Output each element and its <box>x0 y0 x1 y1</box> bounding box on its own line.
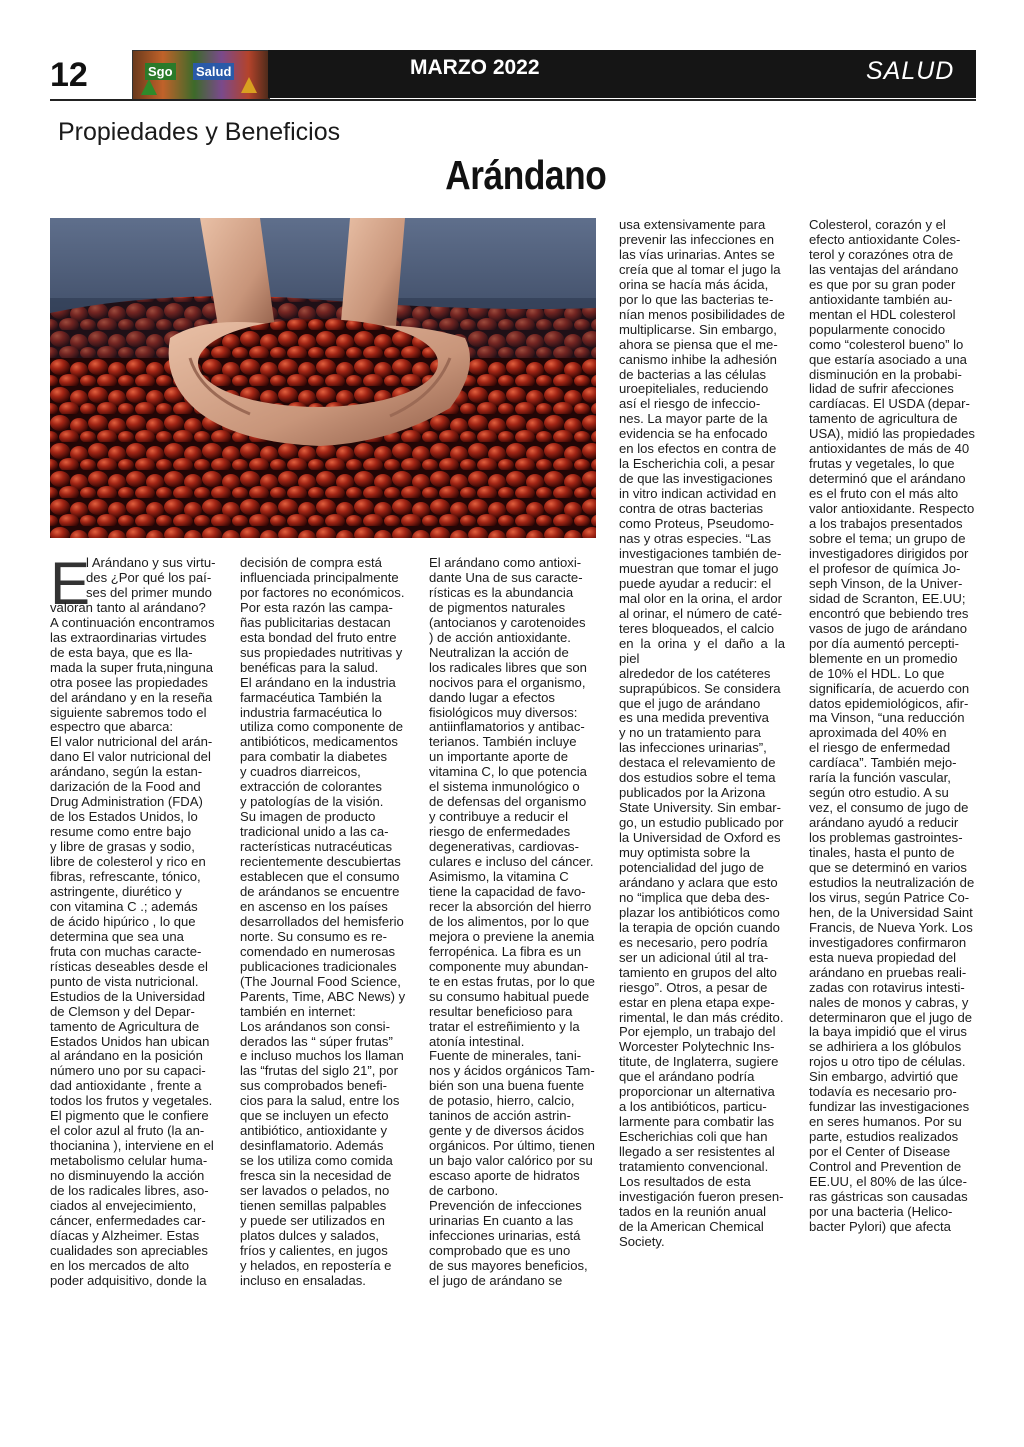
column-1-line: y libre de grasas y sodio, <box>50 839 195 855</box>
column-1-line: rísticas deseables desde el <box>50 958 208 974</box>
column-1-line: poder adquisitivo, donde la <box>50 1272 207 1288</box>
column-1-line: cualidades son apreciables <box>50 1242 208 1258</box>
drop-cap: E <box>50 550 91 617</box>
column-1-line: en los mercados de alto <box>50 1257 190 1273</box>
column-1-line: arándano, según la estan- <box>50 764 203 780</box>
column-1-line: díacas y Alzheimer. Estas <box>50 1227 200 1243</box>
column-1-line: del arándano y en la reseña <box>50 689 213 705</box>
column-1-line: cáncer, enfermedades car- <box>50 1212 206 1228</box>
column-1-line: número uno por su capaci- <box>50 1063 206 1079</box>
column-1-line: fibras, refrescante, tónico, <box>50 869 201 885</box>
column-1-line: ses del primer mundo <box>86 584 212 600</box>
column-1-line: des ¿Por qué los paí- <box>86 569 212 585</box>
issue-date: MARZO 2022 <box>410 56 540 79</box>
column-2-text: decisión de compra está influenciada principalmente por factores no económicos. Por esta razón las campa- ñas publicitarias destacan esta bondad del fruto entre sus propiedades nutritivas y benéficas para la salud. El arándano en la industria farmacéutica También la industria farmacéutica lo utiliza como componente de antibióticos, medicamentos para combatir la diabetes y cuadros diarreicos, extracción de colorantes y patologías de la visión. Su imagen de producto tradicional unido a las ca- racterísticas nutracéuticas recientemente descubiertas establecen que el consumo de arándanos se encuentre en ascenso en los países desarrollados del hemisferio norte. Su consumo es re- comendado en numerosas publicaciones tradicionales (The Journal Food Science, Parents, Time, ABC News) y también en internet: Los arándanos son consi- derados las “ súper frutas” e incluso muchos los llaman las “frutas del siglo 21”, por sus comprobados benefi- cios para la salud, entre los que se incluyen un efecto antibiótico, antioxidante y desinflamatorio. Además se los utiliza como comida fresca sin la necesidad de ser lavados o pelados, no tienen semillas palpables y puede ser utilizados en platos dulces y salados, fríos y calientes, en jugos y helados, en repostería e incluso en ensaladas. <box>240 555 406 1288</box>
column-1-line: El pigmento que le confiere <box>50 1108 209 1124</box>
column-1-line: tamento de Agricultura de <box>50 1018 200 1034</box>
article-column-4 <box>619 218 785 1398</box>
magazine-logo <box>132 50 270 100</box>
column-1-line: darización de la Food and <box>50 779 201 795</box>
article-title: Arándano <box>445 152 607 198</box>
column-1-line: no disminuyendo la acción <box>50 1168 205 1184</box>
column-1-text <box>50 550 216 1289</box>
column-5-text: Colesterol, corazón y el efecto antioxidante Coles- terol y corazónes otra de las ventajas del arándano es que por su gran poder antioxidante también au- mentan el HDL colesterol popularmente conocido como “colesterol bueno” lo que estaría asociado a una disminución en la probabi- lidad de sufrir afecciones cardíacas. El USDA (depar- tamento de agricultura de USA), midió las propiedades antioxidantes de más de 40 frutas y vegetales, lo que determinó que el arándano es el fruto con el más alto valor antioxidante. Respecto a los trabajos presentados sobre el tema; un grupo de investigadores dirigidos por el profesor de química Jo- seph Vinson, de la Univer- sidad de Scranton, EE.UU; encontró que bebiendo tres vasos de jugo de arándano por día aumentó percepti- blemente en un promedio de 10% el HDL. Lo que significaría, de acuerdo con datos epidemiológicos, afir- ma Vinson, “una reducción aproximada del 40% en el riesgo de enfermedad cardíaca”. También mejo- raría la función vascular, según otro estudio. A su vez, el consumo de jugo de arándano ayudó a reducir los problemas gastrointes- tinales, hasta el punto de que se determinó en varios estudios la neutralización de los virus, según Patrice Co- hen, de la Universidad Saint Francis, de Nueva York. Los investigadores confirmaron esta nueva propiedad del arándano en pruebas reali- zadas con rotavirus intesti- nales de monos y cabras, y determinaron que el jugo de la baya impidió que el virus se adhiriera a los glóbulos rojos u otro tipo de células. Sin embargo, advirtió que todavía es necesario pro- fundizar las investigaciones en seres humanos. Por su parte, estudios realizados por el Center of Disease Control and Prevention de EE.UU, el 80% de las úlce- ras gástricas son causadas por una bacteria (Helico- bacter Pylori) que afecta <box>809 217 975 1234</box>
column-1-line: punto de vista nutricional. <box>50 973 199 989</box>
article-column-2 <box>240 556 406 1396</box>
column-1-line: determina que sea una <box>50 928 184 944</box>
column-1-line: mada la super fruta,ninguna <box>50 659 214 675</box>
article-column-5 <box>809 218 975 1408</box>
column-1-line: thocianina ), interviene en el <box>50 1138 214 1154</box>
column-1-line: el color azul al fruto (la an- <box>50 1123 205 1139</box>
column-1-line: El valor nutricional del arán- <box>50 734 213 750</box>
column-1-line: de los Estados Unidos, lo <box>50 809 198 825</box>
column-1-line: siguiente sabremos todo el <box>50 704 207 720</box>
column-1-line: al arándano en la posición <box>50 1048 203 1064</box>
column-1-line: astringente, diurético y <box>50 883 182 899</box>
column-1-line: Estudios de la Universidad <box>50 988 206 1004</box>
logo-word-salud: Salud <box>193 63 234 80</box>
column-1-line: espectro que abarca: <box>50 719 174 735</box>
column-1-line: valoran tanto al arándano? <box>50 599 206 615</box>
column-1-line: de esta baya, que es lla- <box>50 644 193 660</box>
column-4-text: usa extensivamente para prevenir las infecciones en las vías urinarias. Antes se creía que al tomar el jugo la orina se hacía más ácida, por lo que las bacterias te- nían menos posibilidades de multiplicarse. Sin embargo, ahora se piensa que el me- canismo inhibe la adhesión de bacterias a las células uroepiteliales, reduciendo así el riesgo de infeccio- nes. La mayor parte de la evidencia se ha enfocado en los efectos en contra de la Escherichia coli, a pesar de que las investigaciones in vitro indican actividad en contra de otras bacterias como Proteus, Pseudomo- nas y otras especies. “Las investigaciones también de- muestran que tomar el jugo puede ayudar a reducir: el mal olor en la orina, el ardor al orinar, el número de caté- teres bloqueados, el calcio en la orina y el daño a la piel alrededor de los catéteres suprapúbicos. Se considera que el jugo de arándano es una medida preventiva y no un tratamiento para las infecciones urinarias”, destaca el relevamiento de dos estudios sobre el tema publicados por la Arizona State University. Sin embar- go, un estudio publicado por la Universidad de Oxford es muy optimista sobre la potencialidad del jugo de arándano y aclara que esto no “implica que deba des- plazar los antibióticos como la terapia de opción cuando es necesario, pero podría ser un adicional útil al tra- tamiento en grupos del alto riesgo”. Otros, a pesar de estar en plena etapa expe- rimental, le dan más crédito. Por ejemplo, un trabajo del Worcester Polytechnic Ins- titute, de Inglaterra, sugiere que el arándano podría proporcionar un alternativa a los antibióticos, particu- larmente para combatir las Escherichias coli que han llegado a ser resistentes al tratamiento convencional. Los resultados de esta investigación fueron presen- tados en la reunión anual de la American Chemical Society. <box>619 217 785 1249</box>
column-1-line: otra posee las propiedades <box>50 674 208 690</box>
column-1-line: todos los frutos y vegetales. <box>50 1093 213 1109</box>
logo-word-sgo: Sgo <box>145 63 176 80</box>
column-1-line: libre de colesterol y rico en <box>50 854 206 870</box>
section-name: SALUD <box>866 57 955 85</box>
column-1-line: metabolismo celular huma- <box>50 1153 208 1169</box>
column-3-text: El arándano como antioxi- dante Una de sus caracte- rísticas es la abundancia de pigmentos naturales (antocianos y carotenoides ) de acción antioxidante. Neutralizan la acción de los radicales libres que son nocivos para el organismo, dando lugar a efectos fisiológicos muy diversos: antiinflamatorios y antibac- terianos. También incluye un importante aporte de vitamina C, lo que potencia el sistema inmunológico o de defensas del organismo y contribuye a reducir el riesgo de enfermedades degenerativas, cardiovas- culares e incluso del cáncer. Asimismo, la vitamina C tiene la capacidad de favo- recer la absorción del hierro de los alimentos, por lo que mejora o previene la anemia ferropénica. La fibra es un componente muy abundan- te en estas frutas, por lo que su consumo habitual puede resultar beneficioso para tratar el estreñimiento y la atonía intestinal. Fuente de minerales, tani- nos y ácidos orgánicos Tam- bién son una buena fuente de potasio, hierro, calcio, taninos de acción astrin- gente y de diversos ácidos orgánicos. Por último, tienen un bajo valor calórico por su escaso aporte de hidratos de carbono. Prevención de infecciones urinarias En cuanto a las infecciones urinarias, está comprobado que es uno de sus mayores beneficios, el jugo de arándano se <box>429 555 595 1288</box>
column-1-line: de los radicales libres, aso- <box>50 1183 209 1199</box>
column-1-line: Drug Administration (FDA) <box>50 794 203 810</box>
column-1-line: las extraordinarias virtudes <box>50 629 207 645</box>
article-column-3 <box>429 556 595 1406</box>
column-1-line: con vitamina C .; además <box>50 898 198 914</box>
column-1-line: de Clemson y del Depar- <box>50 1003 195 1019</box>
hands-holding-cranberries-photo <box>50 218 596 538</box>
header-rule <box>50 99 976 101</box>
column-1-line: A continuación encontramos <box>50 614 215 630</box>
column-1-line: de ácido hipúrico , lo que <box>50 913 196 929</box>
page-number: 12 <box>50 56 88 94</box>
tree-icon <box>141 79 157 95</box>
column-1-line: resume como entre bajo <box>50 824 192 840</box>
article-column-1 <box>50 550 216 1396</box>
column-1-line: Estados Unidos han ubican <box>50 1033 210 1049</box>
tree-icon <box>241 77 257 93</box>
column-1-line: fruta con muchas caracte- <box>50 943 202 959</box>
column-1-line: l Arándano y sus virtu- <box>86 555 216 570</box>
column-1-line: dad antioxidante , frente a <box>50 1078 202 1094</box>
column-1-line: dano El valor nutricional del <box>50 749 211 765</box>
column-1-line: ciados al envejecimiento, <box>50 1197 197 1213</box>
article-kicker: Propiedades y Beneficios <box>58 118 341 146</box>
